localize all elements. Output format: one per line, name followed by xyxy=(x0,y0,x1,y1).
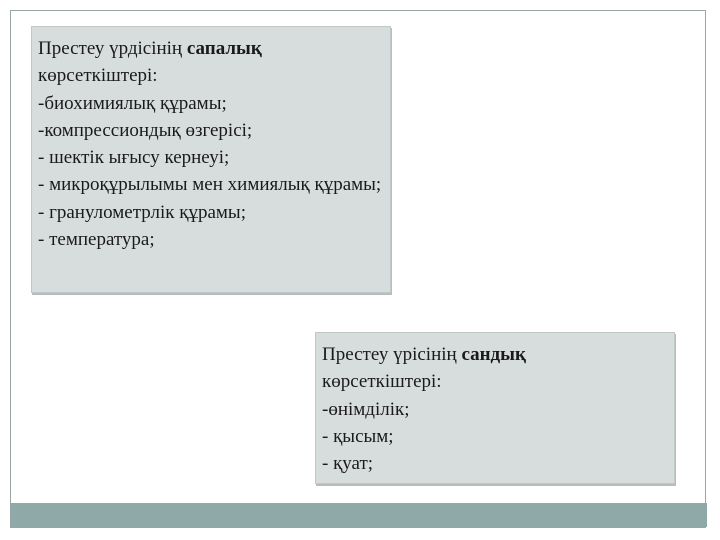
quantity-title-bold: сандық xyxy=(461,344,526,365)
quantity-title-suffix: көрсеткіштері: xyxy=(322,371,442,393)
quality-indicators-box xyxy=(31,26,391,293)
quality-title-bold: сапалық xyxy=(186,38,262,59)
quality-title-suffix: көрсеткіштері: xyxy=(38,65,158,87)
quantity-title xyxy=(322,342,668,367)
quantity-title-prefix: Престеу үрісінің xyxy=(322,344,462,365)
quantity-item: - қуат; xyxy=(322,453,374,475)
quality-item: - гранулометрлік құрамы; xyxy=(38,201,246,223)
quality-item: - шектік ығысу кернеуі; xyxy=(38,147,230,169)
quantity-item: -өнімділік; xyxy=(322,398,410,420)
quality-title-prefix: Престеу үрдісінің xyxy=(38,38,187,59)
footer-bar xyxy=(11,503,707,527)
quality-item: - микроқұрылымы мен химиялық құрамы; xyxy=(38,174,382,196)
quantity-item: - қысым; xyxy=(322,425,394,447)
quantity-indicators-box xyxy=(315,332,675,484)
quality-item: -компрессиондық өзгерісі; xyxy=(38,119,253,141)
quality-title xyxy=(38,36,384,61)
quality-item: -биохимиялық құрамы; xyxy=(38,92,227,114)
quality-item: - температура; xyxy=(38,228,155,250)
